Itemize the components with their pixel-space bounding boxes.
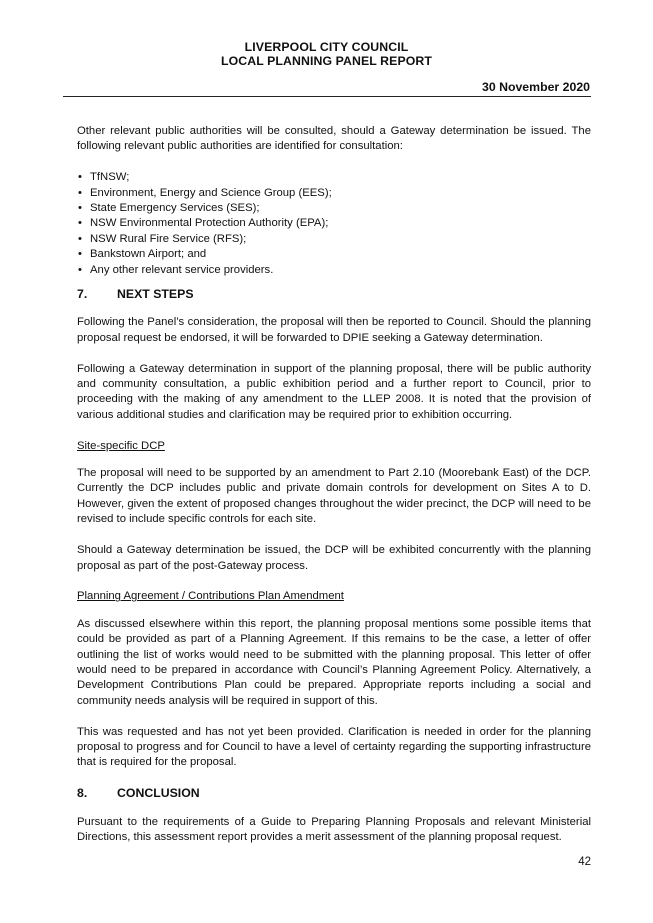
paragraph: Should a Gateway determination be issued, the DCP will be exhibited concurrently with the planning proposal as part of the post-Gateway process. [77, 544, 591, 572]
authorities-list [77, 170, 591, 278]
list-item: • Any other relevant service providers. [77, 263, 591, 278]
header-report-title: LOCAL PLANNING PANEL REPORT [220, 54, 433, 68]
subheading-planning-agreement: Planning Agreement / Contributions Plan Amendment [77, 590, 344, 603]
list-item: • TfNSW; [77, 170, 591, 185]
section-title: CONCLUSION [117, 786, 200, 801]
paragraph: As discussed elsewhere within this report, the planning proposal mentions some possible items that could be provided as part of a Planning Agreement. If this remains to be the case, a letter of offer outlining the list of works would need to be submitted with the planning proposal. This letter of offer would need to be prepared in accordance with Council’s Planning Agreement Policy. Alternatively, a Development Contributions Plan could be prepared. Appropriate reports including a social and community needs analysis will be required in support of this. [77, 617, 591, 707]
section-number: 8. [77, 786, 88, 801]
list-item: • NSW Environmental Protection Authority (EPA); [77, 216, 591, 231]
paragraph: Following a Gateway determination in support of the planning proposal, there will be public authority and community consultation, a public exhibition period and a further report to Council, prior to proceeding with the making of any amendment to the LLEP 2008. It is noted that the provision of various additional studies and clarification may be required prior to exhibition occurring. [77, 362, 591, 421]
list-item: • Environment, Energy and Science Group (EES); [77, 186, 591, 201]
intro-paragraph: Other relevant public authorities will be consulted, should a Gateway determination be issued. The following relevant public authorities are identified for consultation: [77, 125, 591, 153]
paragraph: This was requested and has not yet been provided. Clarification is needed in order for the planning proposal to progress and for Council to have a level of certainty regarding the supporting infrastructure that is required for the proposal. [77, 725, 591, 769]
header-rule [63, 96, 591, 97]
section-8-heading [77, 786, 591, 801]
list-item: • Bankstown Airport; and [77, 247, 591, 262]
subheading-site-specific-dcp: Site-specific DCP [77, 439, 165, 452]
header-date: 30 November 2020 [481, 80, 590, 94]
list-item: • State Emergency Services (SES); [77, 201, 591, 216]
page-number: 42 [578, 856, 591, 868]
report-body [77, 124, 591, 861]
list-item: • NSW Rural Fire Service (RFS); [77, 232, 591, 247]
section-number: 7. [77, 287, 88, 302]
paragraph: Following the Panel’s consideration, the proposal will then be reported to Council. Should the planning proposal request be endorsed, it will be forwarded to DPIE seeking a Gateway determination. [77, 316, 591, 344]
section-title: NEXT STEPS [117, 287, 194, 302]
paragraph: The proposal will need to be supported by an amendment to Part 2.10 (Moorebank East) of the DCP. Currently the DCP includes public and private domain controls for development on Sites A to D. However, given the extent of proposed changes throughout the wider precinct, the DCP will need to be revised to include specific controls for each site. [77, 467, 591, 526]
paragraph: Pursuant to the requirements of a Guide to Preparing Planning Proposals and relevant Ministerial Directions, this assessment report provides a merit assessment of the planning proposal request. [77, 815, 591, 843]
header-org: LIVERPOOL CITY COUNCIL [244, 40, 409, 54]
section-7-heading [77, 287, 591, 302]
